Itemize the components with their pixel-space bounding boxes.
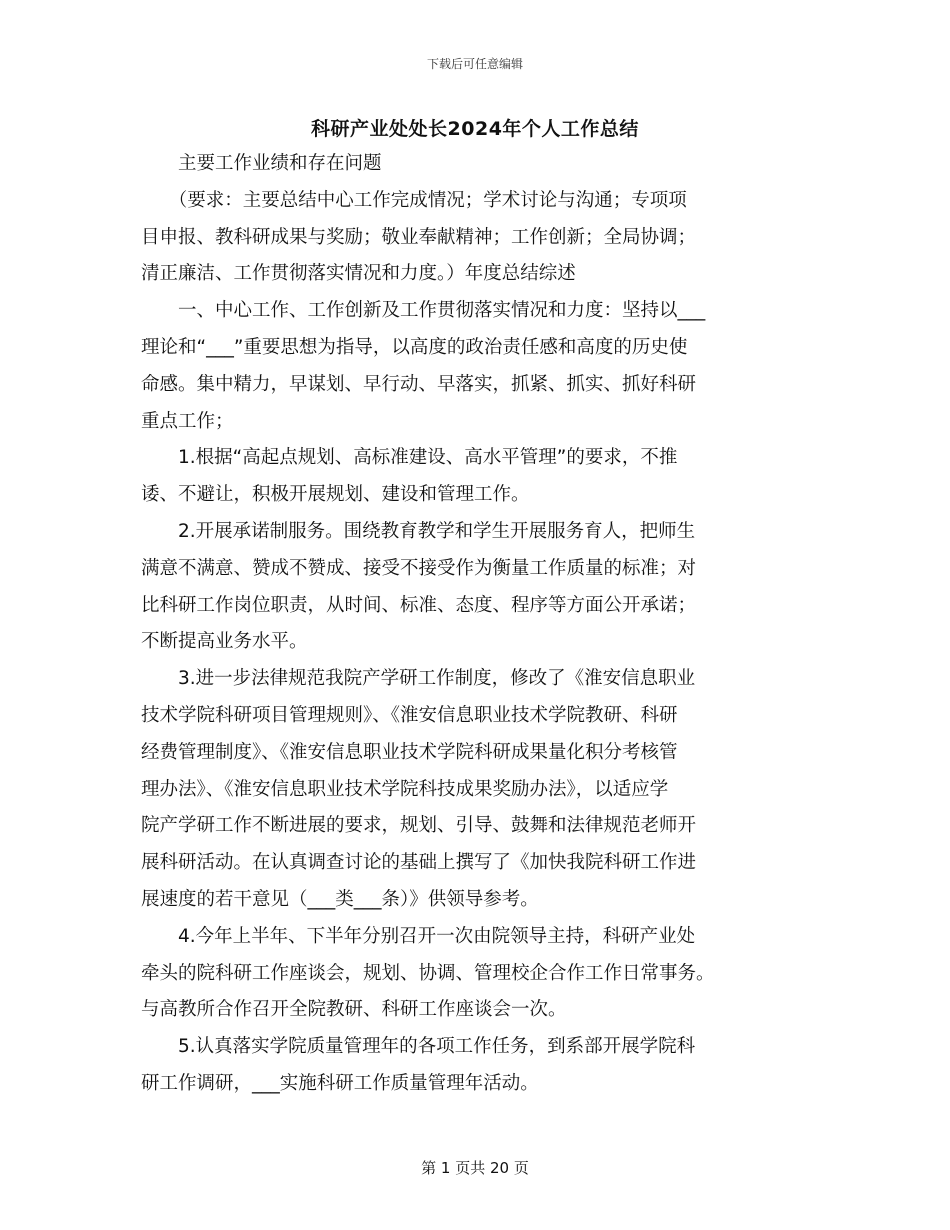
document-title: 科研产业处处长2024年个人工作总结 <box>311 118 639 140</box>
text-line: 理论和“___”重要思想为指导，以高度的政治责任感和高度的历史使 <box>141 336 688 358</box>
text-line: 诿、不避让，积极开展规划、建设和管理工作。 <box>141 484 530 506</box>
text-line: 展科研活动。在认真调查讨论的基础上撰写了《加快我院科研工作进 <box>141 852 697 874</box>
text-line: 一、中心工作、工作创新及工作贯彻落实情况和力度：坚持以___ <box>141 300 706 322</box>
page-footer: 第 1 页共 20 页 <box>421 1159 529 1177</box>
text-line: 技术学院科研项目管理规则》、《淮安信息职业技术学院教研、科研 <box>141 704 678 726</box>
text-line: 不断提高业务水平。 <box>141 631 308 653</box>
text-line: 1.根据“高起点规划、高标准建设、高水平管理”的要求，不推 <box>141 447 678 469</box>
text-line: 清正廉洁、工作贯彻落实情况和力度。）年度总结综述 <box>141 263 576 285</box>
text-line: 研工作调研，___实施科研工作质量管理年活动。 <box>141 1072 539 1094</box>
header-note: 下载后可任意编辑 <box>426 57 523 71</box>
text-line: 展速度的若干意见（___类___条）》供领导参考。 <box>141 888 539 910</box>
text-line: 理办法》、《淮安信息职业技术学院科技成果奖励办法》，以适应学 <box>141 778 669 800</box>
text-line: 比科研工作岗位职责，从时间、标准、态度、程序等方面公开承诺； <box>141 594 697 616</box>
text-line: 4.今年上半年、下半年分别召开一次由院领导主持，科研产业处 <box>141 925 696 947</box>
text-line: 3.进一步法律规范我院产学研工作制度，修改了《淮安信息职业 <box>141 668 696 690</box>
text-line: 命感。集中精力，早谋划、早行动、早落实，抓紧、抓实、抓好科研 <box>141 373 697 395</box>
text-line: 目申报、教科研成果与奖励；敬业奉献精神；工作创新；全局协调； <box>141 226 697 248</box>
text-line: 重点工作； <box>141 410 234 432</box>
text-line: 满意不满意、赞成不赞成、接受不接受作为衡量工作质量的标准；对 <box>141 557 697 579</box>
text-line: （要求：主要总结中心工作完成情况；学术讨论与沟通；专项项 <box>141 189 687 211</box>
text-line: 主要工作业绩和存在问题 <box>141 153 382 174</box>
text-line: 院产学研工作不断进展的要求，规划、引导、鼓舞和法律规范老师开 <box>141 815 697 837</box>
text-line: 牵头的院科研工作座谈会，规划、协调、管理校企合作工作日常事务。 <box>141 962 715 984</box>
text-line: 与高教所合作召开全院教研、科研工作座谈会一次。 <box>141 999 567 1021</box>
text-line: 2.开展承诺制服务。围绕教育教学和学生开展服务育人，把师生 <box>141 520 696 542</box>
text-line: 经费管理制度》、《淮安信息职业技术学院科研成果量化积分考核管 <box>141 741 678 763</box>
document-body <box>141 146 813 1103</box>
text-line: 5.认真落实学院质量管理年的各项工作任务，到系部开展学院科 <box>141 1036 696 1058</box>
